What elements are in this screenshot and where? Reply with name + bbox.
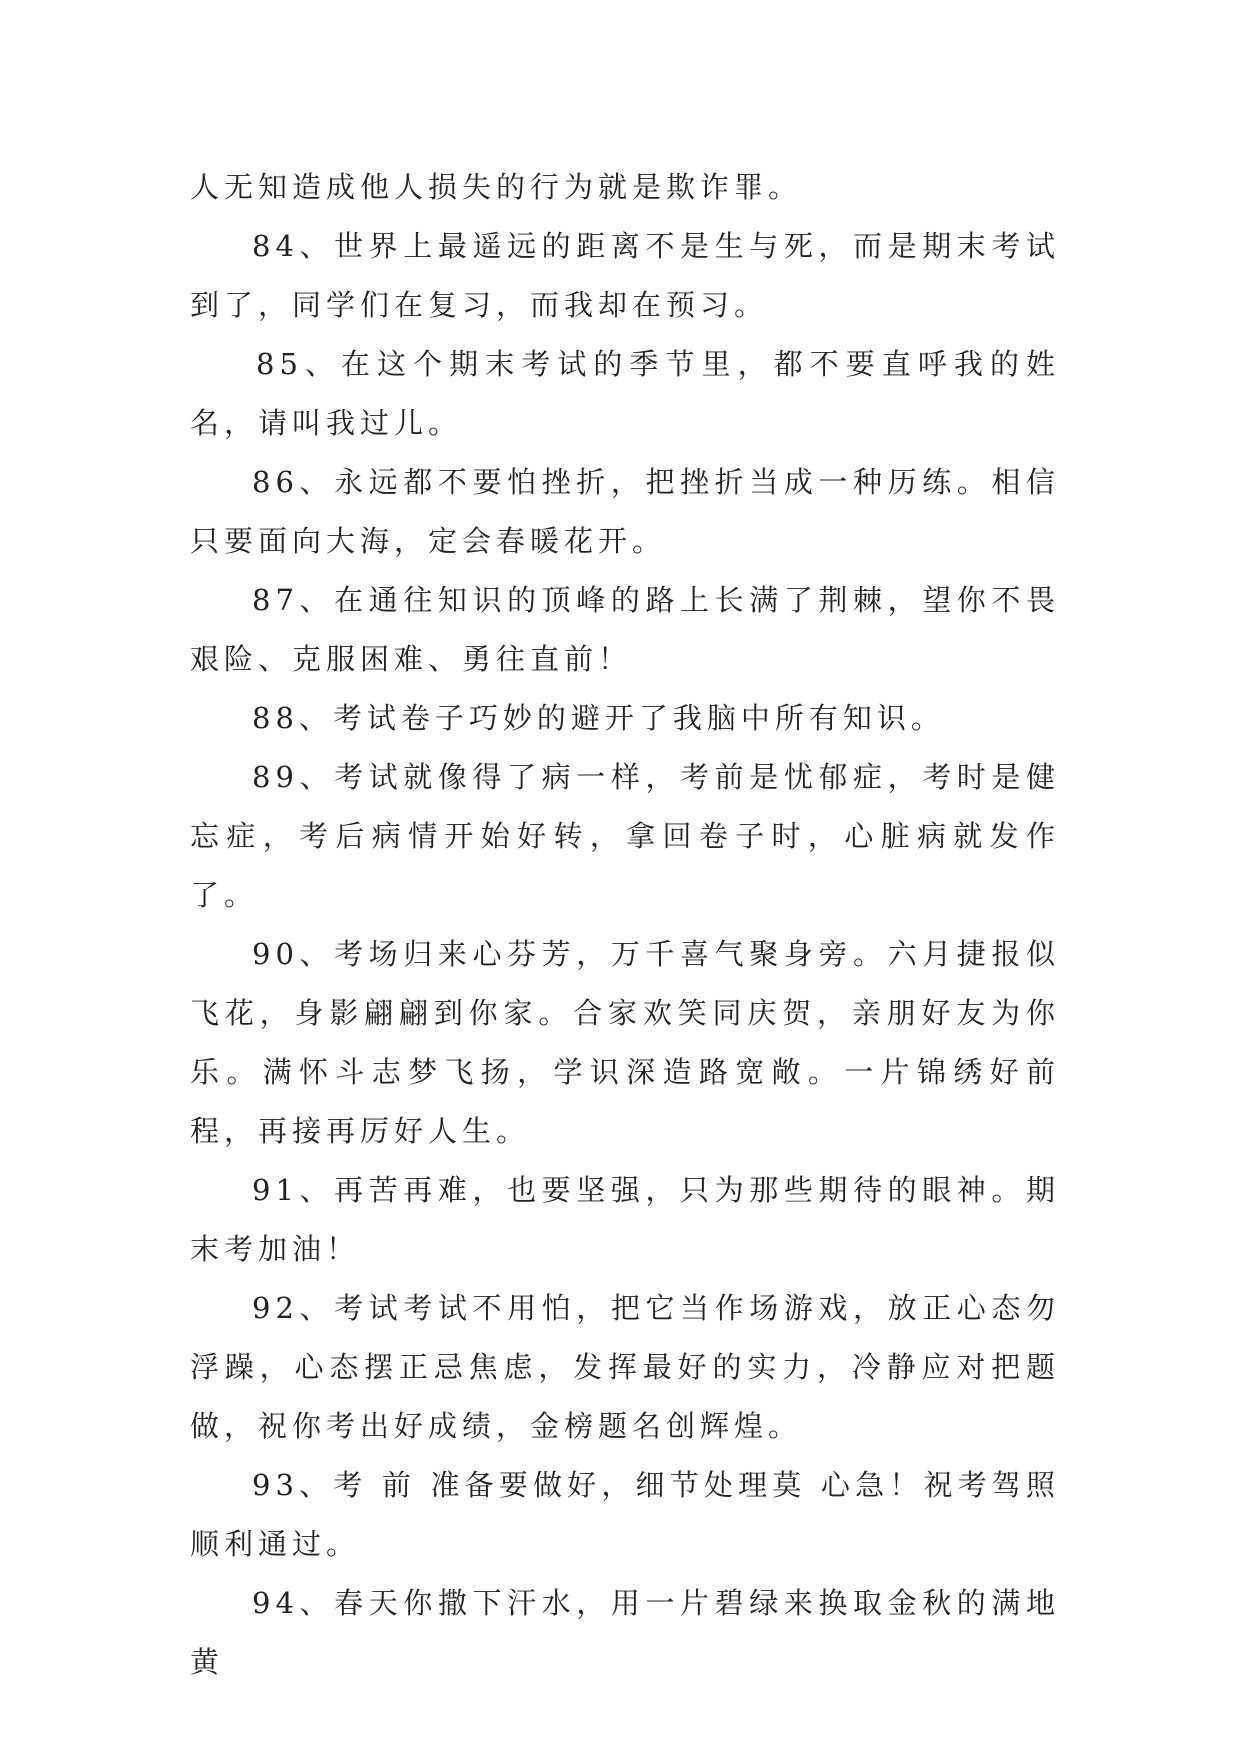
paragraph-94: 94、春天你撒下汗水，用一片碧绿来换取金秋的满地黄 bbox=[190, 1586, 1060, 1679]
paragraph-89: 89、考试就像得了病一样，考前是忧郁症，考时是健忘症，考后病情开始好转，拿回卷子时，心脏病就发作了。 bbox=[190, 760, 1060, 912]
paragraph-84: 84、世界上最遥远的距离不是生与死，而是期末考试到了，同学们在复习，而我却在预习。 bbox=[190, 229, 1060, 322]
paragraph-90: 90、考场归来心芬芳，万千喜气聚身旁。六月捷报似飞花，身影翩翩到你家。合家欢笑同庆贺，亲朋好友为你乐。满怀斗志梦飞扬，学识深造路宽敞。一片锦绣好前程，再接再厉好人生。 bbox=[190, 937, 1060, 1148]
paragraph-92: 92、考试考试不用怕，把它当作场游戏，放正心态勿浮躁，心态摆正忌焦虑，发挥最好的实力，冷静应对把题做，祝你考出好成绩，金榜题名创辉煌。 bbox=[190, 1291, 1060, 1443]
paragraph-88: 88、考试卷子巧妙的避开了我脑中所有知识。 bbox=[252, 701, 945, 735]
paragraph-93: 93、考 前 准备要做好，细节处理莫 心急！祝考驾照顺利通过。 bbox=[190, 1468, 1060, 1561]
document-page bbox=[190, 158, 1060, 1692]
paragraph-continuation: 人无知造成他人损失的行为就是欺诈罪。 bbox=[190, 170, 803, 204]
paragraph-86: 86、永远都不要怕挫折，把挫折当成一种历练。相信只要面向大海，定会春暖花开。 bbox=[190, 465, 1060, 558]
paragraph-87: 87、在通往知识的顶峰的路上长满了荆棘，望你不畏艰险、克服困难、勇往直前！ bbox=[190, 583, 1060, 676]
paragraph-85: 85、在这个期末考试的季节里，都不要直呼我的姓名，请叫我过儿。 bbox=[190, 347, 1060, 440]
paragraph-91: 91、再苦再难，也要坚强，只为那些期待的眼神。期末考加油！ bbox=[190, 1173, 1060, 1266]
